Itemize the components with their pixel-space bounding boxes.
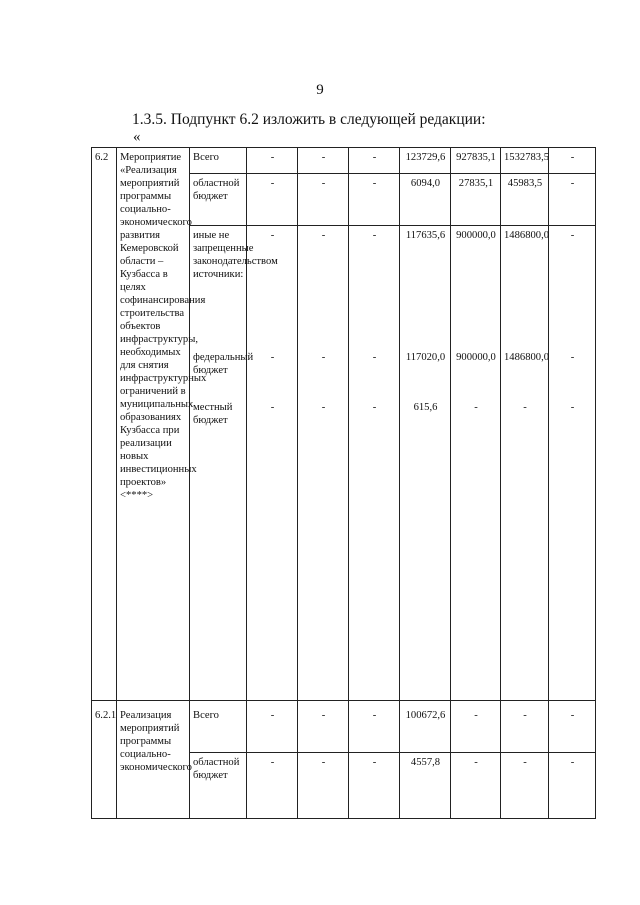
value-cell: - xyxy=(570,352,575,363)
value-cell-group xyxy=(247,226,298,701)
funding-source: федеральный бюджет xyxy=(193,352,254,376)
value-cell-group xyxy=(501,226,549,701)
value-cell: - xyxy=(349,753,400,819)
value-cell-group xyxy=(549,226,596,701)
value-cell: 100672,6 xyxy=(400,701,451,753)
value-cell: 27835,1 xyxy=(451,174,501,226)
value-cell: - xyxy=(549,753,596,819)
value-cell: - xyxy=(270,352,275,363)
value-cell: 123729,6 xyxy=(400,148,451,174)
value-cell: - xyxy=(549,148,596,174)
value-cell: - xyxy=(349,174,400,226)
value-cell: - xyxy=(321,230,326,241)
value-cell: - xyxy=(270,230,275,241)
value-cell: - xyxy=(321,402,326,413)
value-cell: - xyxy=(349,148,400,174)
funding-source: местный бюджет xyxy=(193,402,233,426)
value-cell: - xyxy=(501,753,549,819)
value-cell: - xyxy=(523,402,527,413)
value-cell: 900000,0 xyxy=(456,352,496,363)
funding-source: областной бюджет xyxy=(190,753,247,819)
value-cell: - xyxy=(247,753,298,819)
funding-source: иные не запрещенные законодательством источники: xyxy=(193,230,278,280)
value-cell: - xyxy=(298,753,349,819)
table-row xyxy=(92,701,596,753)
value-cell: 117635,6 xyxy=(405,230,446,241)
value-cell: - xyxy=(372,352,377,363)
value-cell: - xyxy=(372,230,377,241)
value-cell: 1532783,5 xyxy=(501,148,549,174)
value-cell: 927835,1 xyxy=(451,148,501,174)
value-cell: - xyxy=(451,753,501,819)
page-number: 9 xyxy=(316,82,324,98)
value-cell: 6094,0 xyxy=(400,174,451,226)
value-cell: 1486800,0 xyxy=(504,352,550,363)
value-cell: - xyxy=(349,701,400,753)
value-cell: - xyxy=(570,230,575,241)
value-cell: - xyxy=(451,701,501,753)
value-cell: - xyxy=(298,148,349,174)
value-cell: 117020,0 xyxy=(405,352,446,363)
row-description: Реализация мероприятий программы социально-экономического xyxy=(117,701,190,819)
opening-quote-mark: « xyxy=(133,129,141,145)
value-cell: - xyxy=(298,174,349,226)
value-cell: 615,6 xyxy=(413,402,438,413)
value-cell: - xyxy=(247,701,298,753)
funding-source: Всего xyxy=(190,701,247,753)
value-cell: 45983,5 xyxy=(501,174,549,226)
value-cell: - xyxy=(247,174,298,226)
row-code: 6.2 xyxy=(92,148,117,701)
value-cell: - xyxy=(549,701,596,753)
value-cell: 1486800,0 xyxy=(504,230,550,241)
value-cell: - xyxy=(372,402,377,413)
row-description: Мероприятие «Реализация мероприятий программы социально-экономического развития Кемеровской области – Кузбасса в целях софинансирования строительства объектов инфраструктуры, необходимых для снятия инфраструктурных ограничений в муниципальных образованиях Кузбасса при реализации новых инвестиционных проектов» <****> xyxy=(117,148,190,701)
value-cell-group xyxy=(349,226,400,701)
value-cell: - xyxy=(570,402,575,413)
table-row xyxy=(92,148,596,174)
value-cell: - xyxy=(298,701,349,753)
value-cell: - xyxy=(321,352,326,363)
funding-source: областной бюджет xyxy=(190,174,247,226)
value-cell-group xyxy=(298,226,349,701)
row-code: 6.2.1 xyxy=(92,701,117,819)
value-cell: - xyxy=(501,701,549,753)
value-cell-group xyxy=(400,226,451,701)
value-cell: 900000,0 xyxy=(456,230,496,241)
budget-table xyxy=(91,147,596,819)
value-cell: - xyxy=(270,402,275,413)
value-cell: - xyxy=(549,174,596,226)
value-cell: - xyxy=(474,402,478,413)
value-cell-group xyxy=(451,226,501,701)
funding-source: Всего xyxy=(190,148,247,174)
value-cell: 4557,8 xyxy=(400,753,451,819)
intro-text: 1.3.5. Подпункт 6.2 изложить в следующей редакции: xyxy=(132,111,486,128)
value-cell: - xyxy=(247,148,298,174)
